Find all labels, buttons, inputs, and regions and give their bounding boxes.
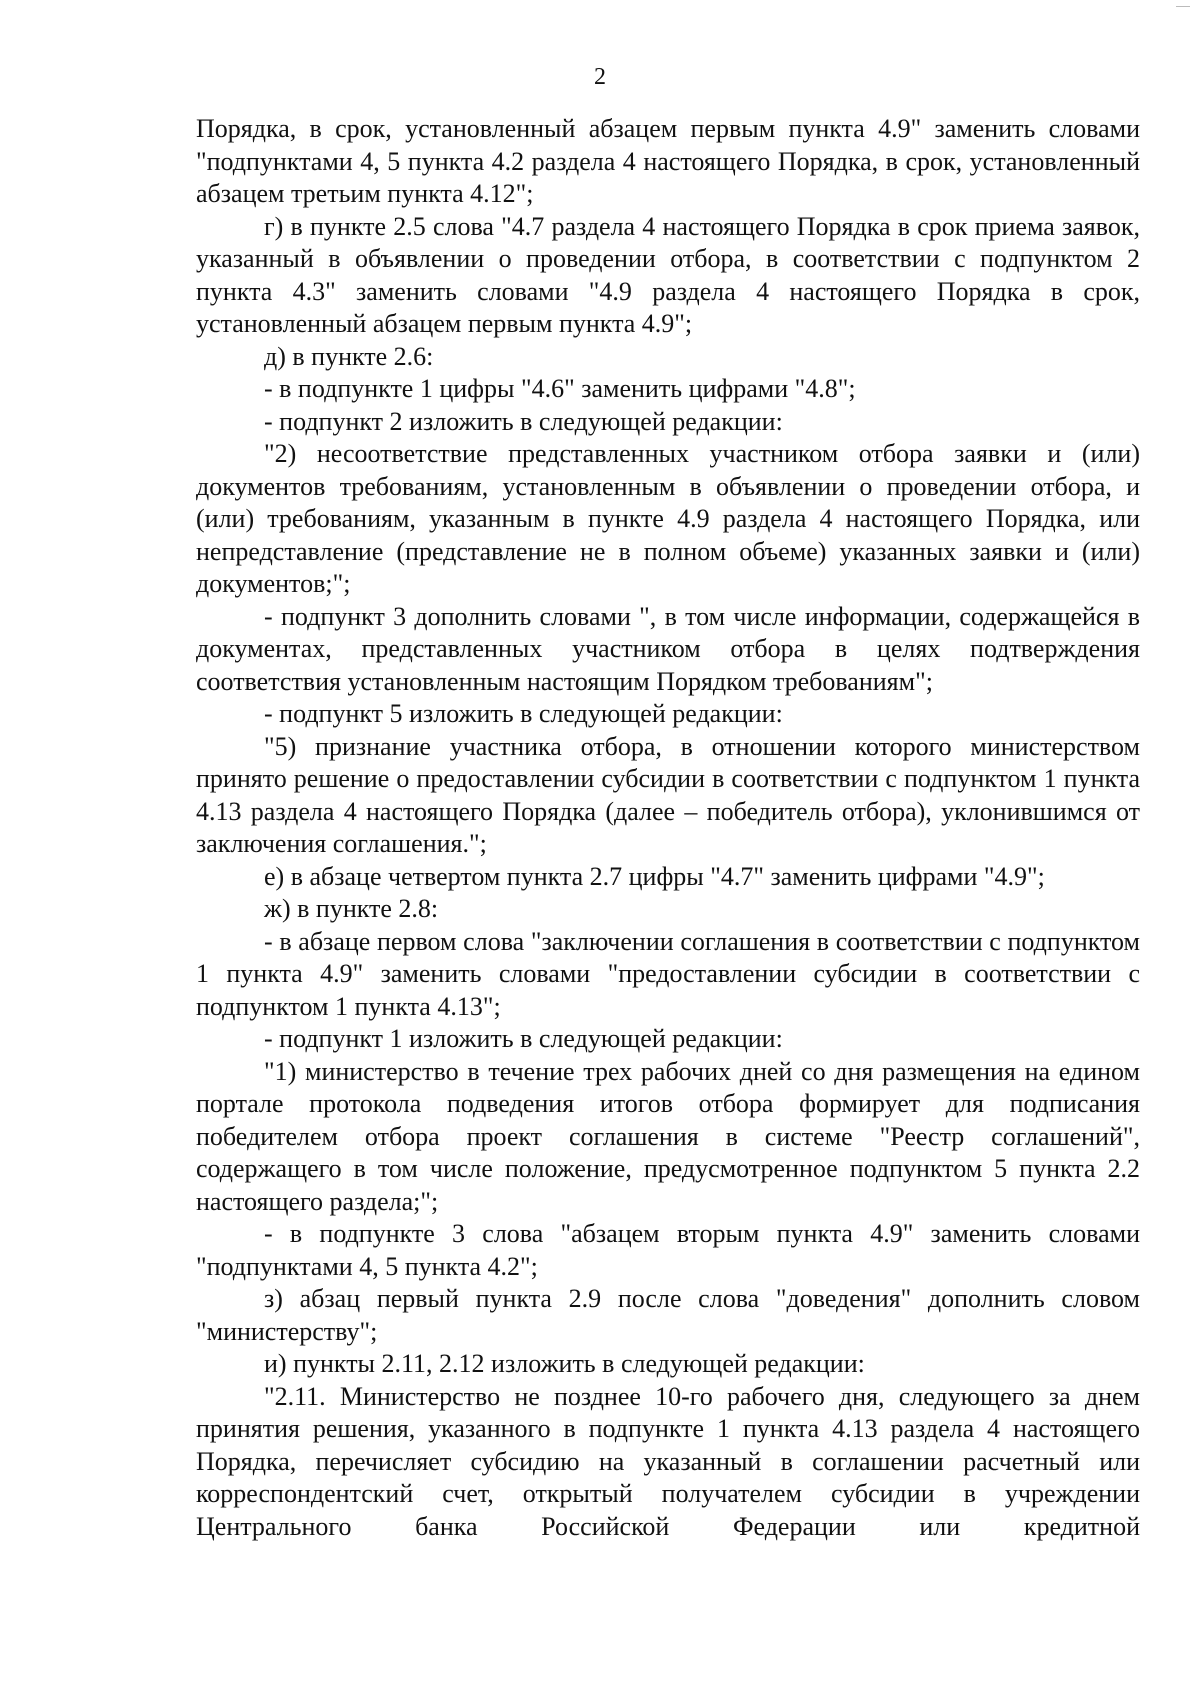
paragraph-item-g: г) в пункте 2.5 слова "4.7 раздела 4 настоящего Порядка в срок приема заявок, указанный в объявлении о проведении отбора, в соответствии с подпунктом 2 пункта 4.3" заменить словами "4.9 раздела 4 настоящего Порядка в срок, установленный абзацем первым пункта 4.9"; — [196, 211, 1140, 338]
paragraph-item-i: и) пункты 2.11, 2.12 изложить в следующей редакции: — [264, 1349, 865, 1378]
paragraph-quote-1: "1) министерство в течение трех рабочих дней со дня размещения на едином портале протокола подведения итогов отбора формирует для подписания победителем отбора проект соглашения в системе "Реестр соглашений", содержащего в том числе положение, предусмотренное подпунктом 5 пункта 2.2 настоящего раздела;"; — [196, 1056, 1140, 1216]
paragraph-subitem-3: - подпункт 3 дополнить словами ", в том числе информации, содержащейся в документах, представленных участником отбора в целях подтверждения соответствия установленным настоящим Порядком требованиям"; — [196, 601, 1140, 696]
paragraph-item-e: е) в абзаце четвертом пункта 2.7 цифры "4.7" заменить цифрами "4.9"; — [264, 861, 1045, 891]
paragraph-item-z: з) абзац первый пункта 2.9 после слова "доведения" дополнить словом "министерству"; — [196, 1284, 1140, 1346]
scan-corner-mark — [1176, 6, 1190, 7]
paragraph-quote-2: "2) несоответствие представленных участником отбора заявки и (или) документов требованиям, установленным в объявлении о проведении отбора, и (или) требованиям, указанным в пункте 4.9 раздела 4 настоящего Порядка, или непредставление (представление не в полном объеме) указанных заявки и (или) документов;"; — [196, 439, 1140, 598]
paragraph-quote-2-11: "2.11. Министерство не позднее 10-го рабочего дня, следующего за днем принятия решения, указанного в подпункте 1 пункта 4.13 раздела 4 настоящего Порядка, перечисляет субсидию на указанный в соглашении расчетный или корреспондентский счет, открытый получателем субсидии в учреждении Центрального банка Российской Федерации или кредитной — [196, 1381, 1140, 1541]
paragraph-subitem-3-edit: - в подпункте 3 слова "абзацем вторым пункта 4.9" заменить словами "подпунктами 4, 5 пункта 4.2"; — [196, 1219, 1140, 1281]
page-number: 2 — [594, 64, 606, 90]
paragraph-quote-5: "5) признание участника отбора, в отношении которого министерством принято решение о предоставлении субсидии в соответствии с подпунктом 1 пункта 4.13 раздела 4 настоящего Порядка (далее – победитель отбора), уклонившимся от заключения соглашения."; — [196, 731, 1140, 858]
paragraph-item-zh: ж) в пункте 2.8: — [264, 894, 439, 923]
paragraph-subitem-2: - подпункт 2 изложить в следующей редакции: — [264, 406, 783, 436]
paragraph-subitem-5: - подпункт 5 изложить в следующей редакции: — [264, 699, 783, 728]
paragraph-subitem-1: - в подпункте 1 цифры "4.6" заменить цифрами "4.8"; — [264, 374, 856, 403]
paragraph-item-d: д) в пункте 2.6: — [264, 341, 434, 371]
paragraph-continuation: Порядка, в срок, установленный абзацем первым пункта 4.9" заменить словами "подпунктами 4, 5 пункта 4.2 раздела 4 настоящего Порядка, в срок, установленный абзацем третьим пункта 4.12"; — [196, 114, 1140, 208]
document-body — [196, 113, 1140, 1543]
paragraph-subitem-1-edit: - подпункт 1 изложить в следующей редакции: — [264, 1024, 783, 1053]
paragraph-subitem-first-abzac: - в абзаце первом слова "заключении соглашения в соответствии с подпунктом 1 пункта 4.9" заменить словами "предоставлении субсидии в соответствии с подпунктом 1 пункта 4.13"; — [196, 926, 1140, 1021]
